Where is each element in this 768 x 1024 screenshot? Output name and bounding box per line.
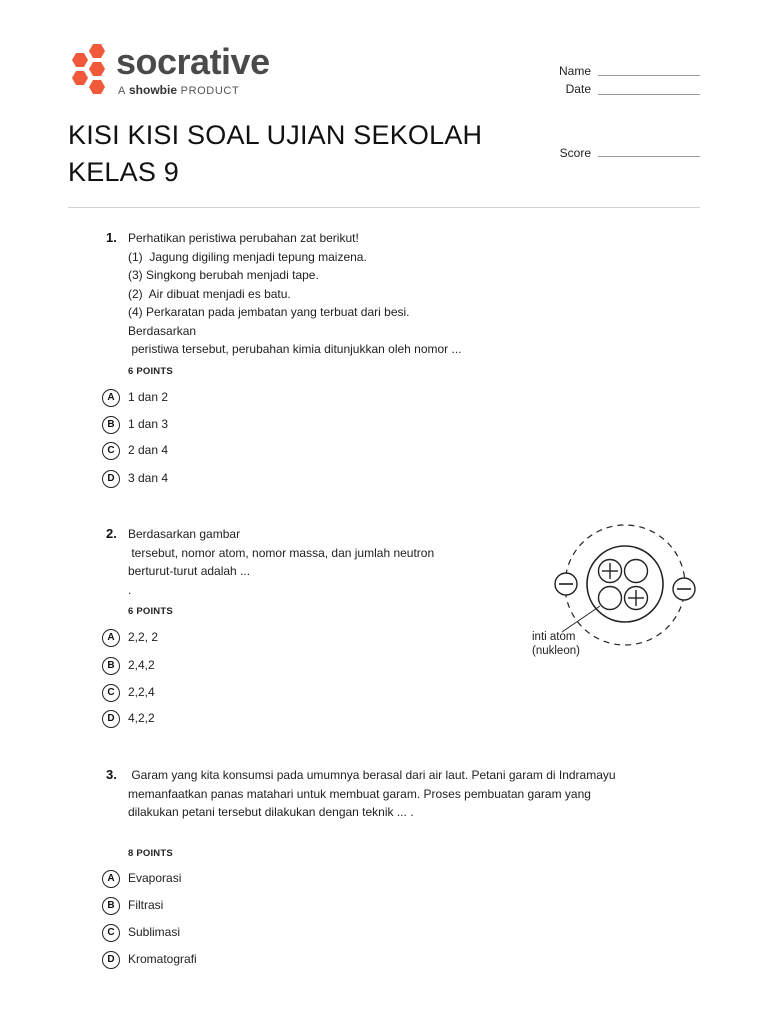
question-number: 1. bbox=[106, 230, 117, 245]
option-letter-badge: D bbox=[102, 470, 120, 488]
date-field bbox=[520, 82, 591, 98]
option-text: Evaporasi bbox=[128, 871, 182, 885]
option-text: 1 dan 3 bbox=[128, 417, 169, 431]
option-text: Sublimasi bbox=[128, 925, 181, 939]
option-letter-badge: A bbox=[102, 629, 120, 647]
option-text: Kromatografi bbox=[128, 952, 197, 966]
option-letter-badge: B bbox=[102, 897, 120, 915]
date-label: Date bbox=[565, 82, 591, 96]
option-letter-badge: D bbox=[102, 710, 120, 728]
title-line-2: KELAS 9 bbox=[68, 157, 179, 187]
score-line[interactable] bbox=[598, 156, 700, 157]
question-number: 2. bbox=[106, 526, 117, 541]
option-text: 4,2,2 bbox=[128, 711, 155, 725]
name-field bbox=[520, 64, 591, 80]
question-points: 8 POINTS bbox=[128, 848, 173, 859]
option-text: Filtrasi bbox=[128, 898, 164, 912]
option-letter-badge: D bbox=[102, 951, 120, 969]
question-text: Perhatikan peristiwa perubahan zat berikut! (1) Jagung digiling menjadi tepung maizena. (3) Singkong berubah menjadi tape. (2) Air dibuat menjadi es batu. (4) Perkaratan pada jembatan yang terbuat dari besi. Berdasarkan peristiwa tersebut, perubahan kimia ditunjukkan oleh nomor ... bbox=[128, 231, 462, 356]
header-divider bbox=[68, 207, 700, 208]
option-letter-badge: A bbox=[102, 389, 120, 407]
name-label: Name bbox=[558, 64, 591, 78]
question-points: 6 POINTS bbox=[128, 366, 173, 377]
atom-figure bbox=[528, 520, 703, 660]
option-text: 2,2, 2 bbox=[128, 630, 159, 644]
date-line[interactable] bbox=[598, 94, 700, 95]
option-text: 2,4,2 bbox=[128, 658, 155, 672]
option-text: 2,2,4 bbox=[128, 685, 155, 699]
score-label: Score bbox=[559, 146, 591, 160]
name-line[interactable] bbox=[598, 75, 700, 76]
option-letter-badge: B bbox=[102, 657, 120, 675]
title-line-1: KISI KISI SOAL UJIAN SEKOLAH bbox=[68, 120, 483, 150]
option-letter-badge: C bbox=[102, 924, 120, 942]
atom-figure-label: inti atom (nukleon) bbox=[532, 631, 580, 657]
option-text: 3 dan 4 bbox=[128, 471, 169, 485]
option-text: 1 dan 2 bbox=[128, 390, 169, 404]
question-text: Garam yang kita konsumsi pada umumnya berasal dari air laut. Petani garam di Indramayu memanfaatkan panas matahari untuk membuat garam. Proses pembuatan garam yang dilakukan petani tersebut dilakukan dengan teknik ... . bbox=[128, 768, 616, 819]
option-letter-badge: C bbox=[102, 442, 120, 460]
option-letter-badge: B bbox=[102, 416, 120, 434]
option-text: 2 dan 4 bbox=[128, 443, 169, 457]
question-number: 3. bbox=[106, 767, 117, 782]
question-text: Berdasarkan gambar tersebut, nomor atom, nomor massa, dan jumlah neutron berturut-turut adalah ... . bbox=[128, 527, 435, 597]
option-letter-badge: C bbox=[102, 684, 120, 702]
hexagon-logo-icon bbox=[68, 42, 108, 96]
brand-name: socrative bbox=[116, 41, 270, 82]
page-title bbox=[68, 117, 538, 191]
option-letter-badge: A bbox=[102, 870, 120, 888]
socrative-logo bbox=[68, 42, 308, 102]
question-points: 6 POINTS bbox=[128, 606, 173, 617]
brand-tagline: A showbie PRODUCT bbox=[118, 83, 240, 97]
